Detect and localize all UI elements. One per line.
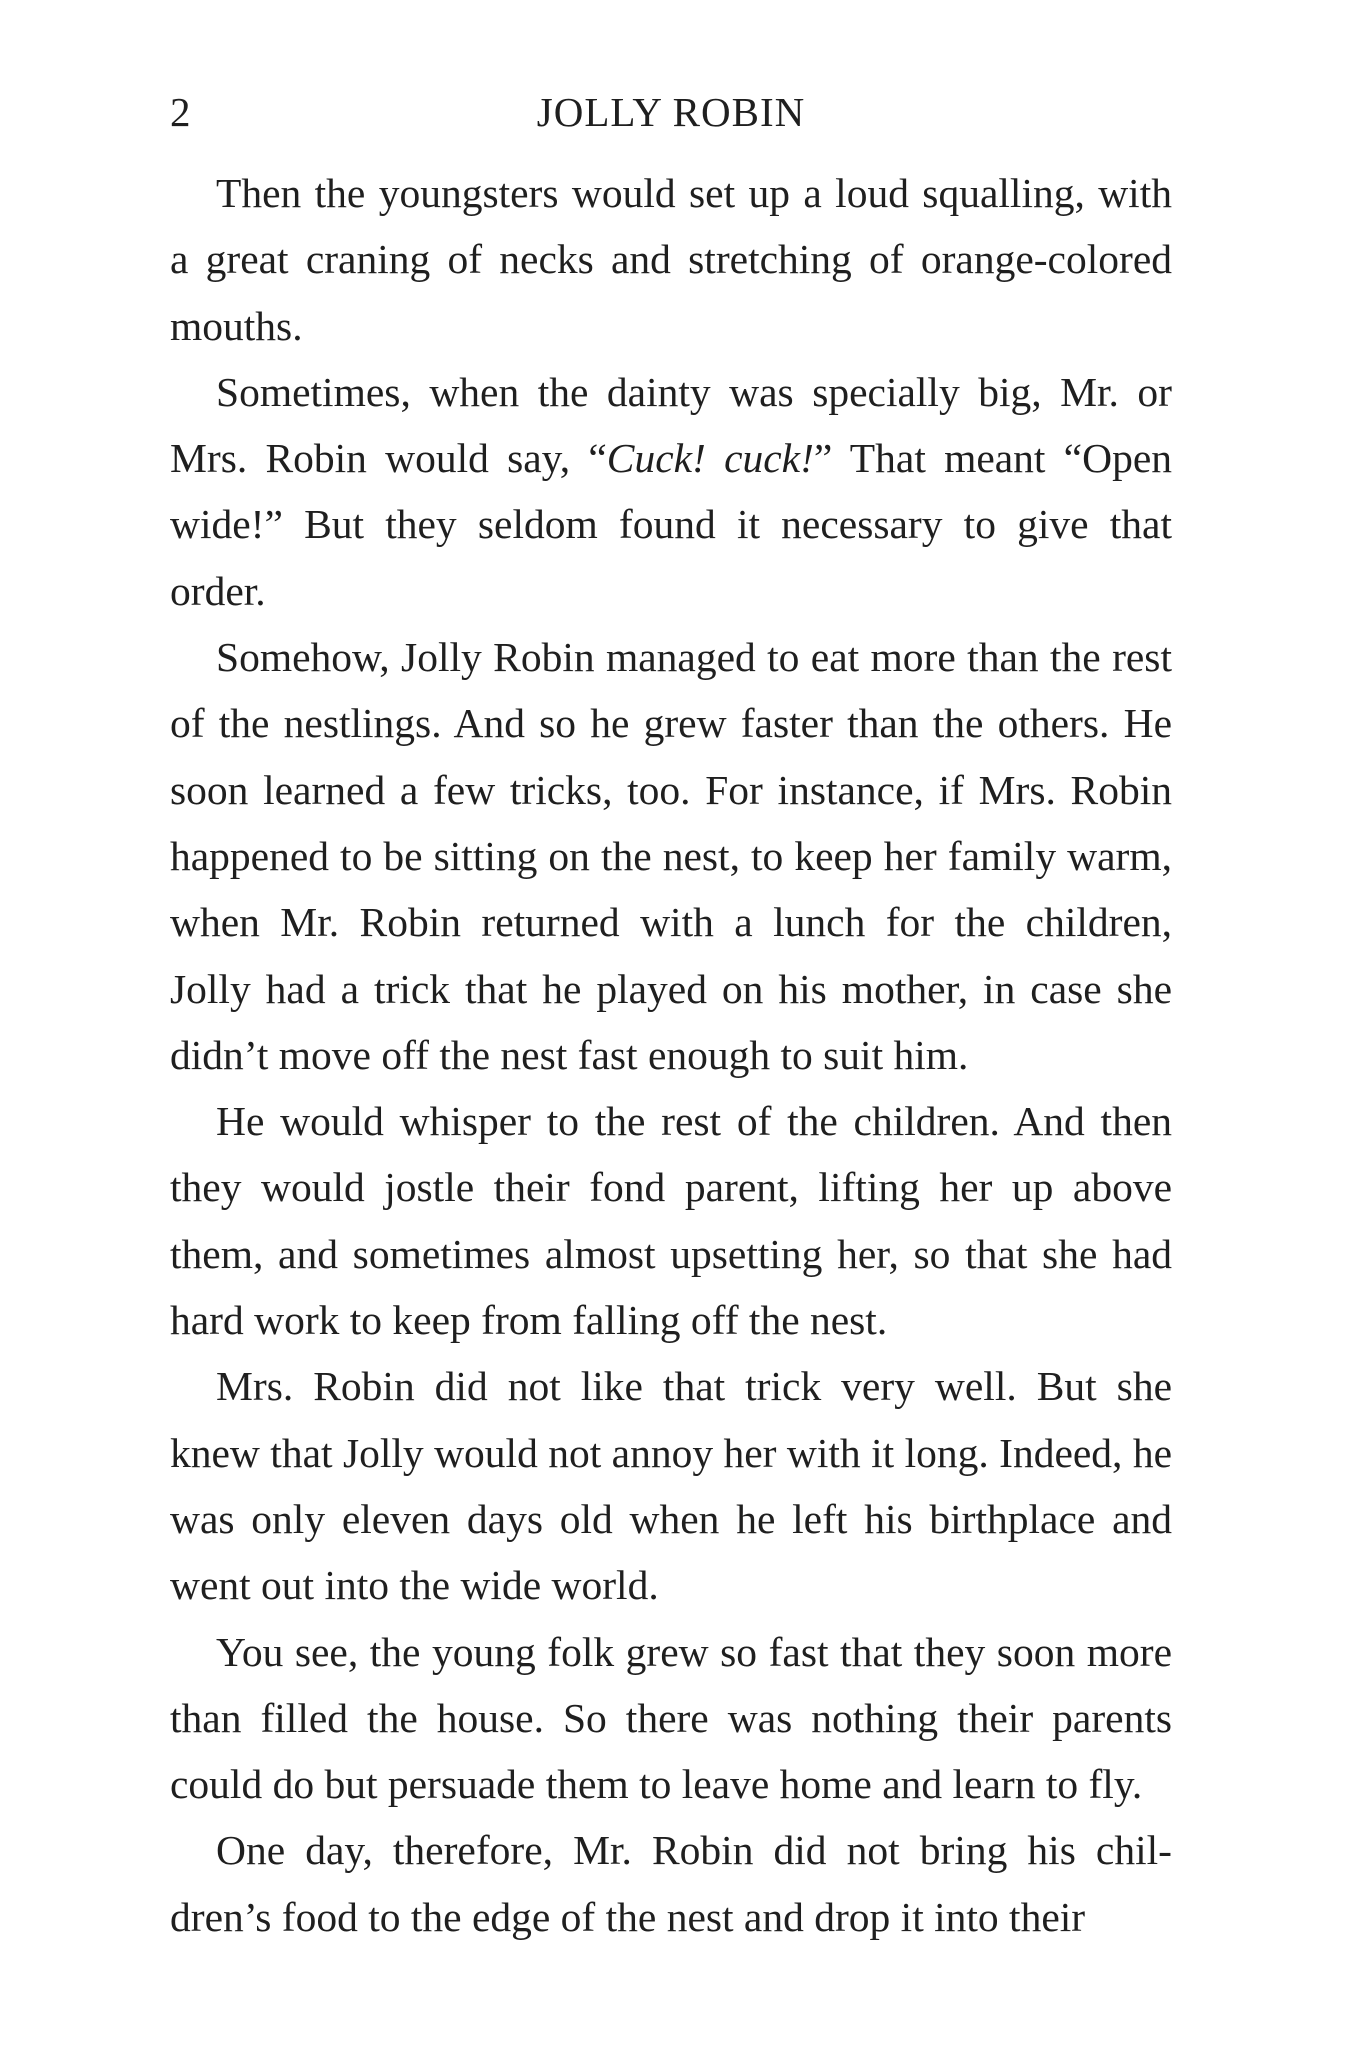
paragraph: You see, the young folk grew so fast that they soon more than filled the house. So there was nothing their parents could do but persuade them to leave home and learn to fly. [170, 1628, 1172, 1808]
paragraph-text: ” That meant “Open wide!” But they seldom found it necessary to give that order. [170, 435, 1172, 614]
paragraph: Somehow, Jolly Robin managed to eat more than the rest of the nestlings. And so he grew faster than the others. He soon learned a few tricks, too. For instance, if Mrs. Robin happened to be sitting on the nest, to keep her family warm, when Mr. Robin returned with a lunch for the children, Jolly had a trick that he played on his mother, in case she didn’t move off the nest fast enough to suit him. [170, 634, 1172, 1078]
paragraph [170, 359, 1172, 624]
running-head [170, 82, 1172, 142]
body-text [170, 160, 1172, 1950]
paragraph-text: Sometimes, when the dainty was specially big, Mr. or Mrs. Robin would say, “ [170, 368, 1172, 482]
paragraph: He would whisper to the rest of the children. And then they would jostle their fond parent, lifting her up above them, and sometimes almost upsetting her, so that she had hard work to keep from falling off the nest. [170, 1098, 1172, 1344]
paragraph: Then the youngsters would set up a loud squalling, with a great craning of necks and stretching of orange-colored mouths. [170, 170, 1172, 349]
page-number: 2 [170, 89, 191, 135]
paragraph: Mrs. Robin did not like that trick very well. But she knew that Jolly would not annoy her with it long. Indeed, he was only eleven days old when he left his birthplace and went out into the wide world. [170, 1363, 1172, 1609]
italic-exclamation: Cuck! cuck! [606, 435, 814, 482]
running-title: JOLLY ROBIN [536, 89, 806, 135]
paragraph: One day, therefore, Mr. Robin did not bring his chil- dren’s food to the edge of the nest and drop it into their [170, 1827, 1172, 1940]
